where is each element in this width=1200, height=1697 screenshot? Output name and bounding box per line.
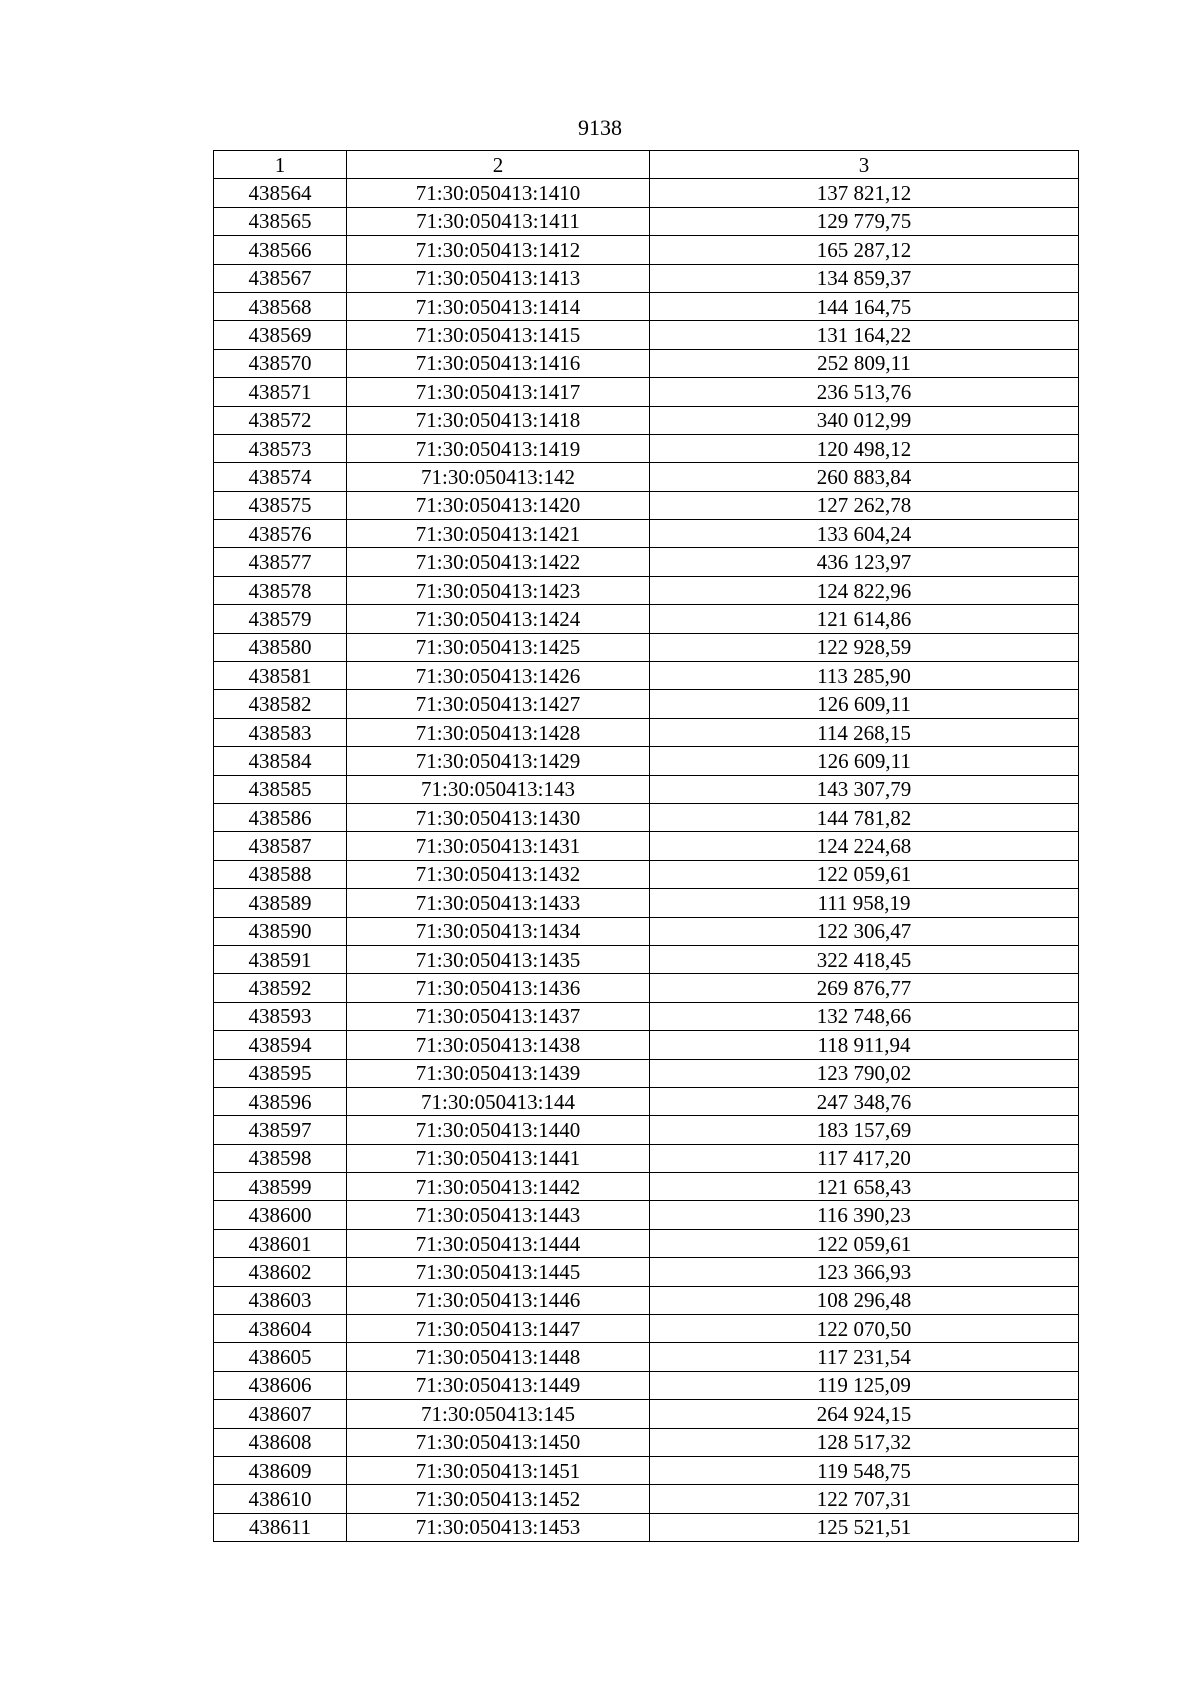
row-number-cell: 438603	[214, 1286, 347, 1314]
value-cell: 121 658,43	[650, 1173, 1079, 1201]
table-row	[214, 406, 1079, 434]
row-number-cell: 438596	[214, 1087, 347, 1115]
value-cell: 137 821,12	[650, 179, 1079, 207]
table-row	[214, 576, 1079, 604]
row-number-cell: 438589	[214, 889, 347, 917]
table-row	[214, 803, 1079, 831]
cadastral-number-cell: 71:30:050413:1427	[347, 690, 650, 718]
value-cell: 129 779,75	[650, 207, 1079, 235]
row-number-cell: 438582	[214, 690, 347, 718]
cadastral-number-cell: 71:30:050413:1438	[347, 1031, 650, 1059]
table-row	[214, 945, 1079, 973]
row-number-cell: 438599	[214, 1173, 347, 1201]
value-cell: 108 296,48	[650, 1286, 1079, 1314]
value-cell: 119 125,09	[650, 1371, 1079, 1399]
row-number-cell: 438590	[214, 917, 347, 945]
cadastral-number-cell: 71:30:050413:1447	[347, 1315, 650, 1343]
table-row	[214, 1428, 1079, 1456]
cadastral-number-cell: 71:30:050413:1412	[347, 236, 650, 264]
value-cell: 183 157,69	[650, 1116, 1079, 1144]
table-row	[214, 917, 1079, 945]
table-row	[214, 179, 1079, 207]
row-number-cell: 438581	[214, 662, 347, 690]
table-row	[214, 349, 1079, 377]
table-row	[214, 1286, 1079, 1314]
cadastral-number-cell: 71:30:050413:1433	[347, 889, 650, 917]
cadastral-number-cell: 71:30:050413:1436	[347, 974, 650, 1002]
table-row	[214, 321, 1079, 349]
table-row	[214, 860, 1079, 888]
cadastral-number-cell: 71:30:050413:1448	[347, 1343, 650, 1371]
row-number-cell: 438601	[214, 1229, 347, 1257]
table-row	[214, 463, 1079, 491]
table-row	[214, 1031, 1079, 1059]
table-row	[214, 1059, 1079, 1087]
row-number-cell: 438608	[214, 1428, 347, 1456]
row-number-cell: 438566	[214, 236, 347, 264]
cadastral-number-cell: 71:30:050413:1410	[347, 179, 650, 207]
value-cell: 119 548,75	[650, 1456, 1079, 1484]
value-cell: 124 224,68	[650, 832, 1079, 860]
value-cell: 122 928,59	[650, 633, 1079, 661]
row-number-cell: 438585	[214, 775, 347, 803]
value-cell: 122 059,61	[650, 1229, 1079, 1257]
value-cell: 126 609,11	[650, 690, 1079, 718]
value-cell: 340 012,99	[650, 406, 1079, 434]
row-number-cell: 438576	[214, 520, 347, 548]
table-row	[214, 1201, 1079, 1229]
value-cell: 122 306,47	[650, 917, 1079, 945]
row-number-cell: 438605	[214, 1343, 347, 1371]
value-cell: 122 707,31	[650, 1485, 1079, 1513]
table-row	[214, 207, 1079, 235]
row-number-cell: 438577	[214, 548, 347, 576]
row-number-cell: 438610	[214, 1485, 347, 1513]
value-cell: 123 790,02	[650, 1059, 1079, 1087]
cadastral-number-cell: 71:30:050413:1450	[347, 1428, 650, 1456]
cadastral-number-cell: 71:30:050413:1418	[347, 406, 650, 434]
cadastral-number-cell: 71:30:050413:1432	[347, 860, 650, 888]
value-cell: 134 859,37	[650, 264, 1079, 292]
value-cell: 264 924,15	[650, 1400, 1079, 1428]
value-cell: 111 958,19	[650, 889, 1079, 917]
table-body	[214, 151, 1079, 1542]
table-row	[214, 1002, 1079, 1030]
value-cell: 126 609,11	[650, 747, 1079, 775]
table-row	[214, 378, 1079, 406]
row-number-cell: 438580	[214, 633, 347, 661]
table-row	[214, 747, 1079, 775]
cadastral-number-cell: 71:30:050413:1419	[347, 434, 650, 462]
row-number-cell: 438575	[214, 491, 347, 519]
row-number-cell: 438568	[214, 292, 347, 320]
cadastral-number-cell: 71:30:050413:1425	[347, 633, 650, 661]
value-cell: 144 781,82	[650, 803, 1079, 831]
value-cell: 133 604,24	[650, 520, 1079, 548]
data-table	[213, 150, 1079, 1542]
table-row	[214, 605, 1079, 633]
value-cell: 124 822,96	[650, 576, 1079, 604]
value-cell: 116 390,23	[650, 1201, 1079, 1229]
cadastral-number-cell: 71:30:050413:1442	[347, 1173, 650, 1201]
row-number-cell: 438572	[214, 406, 347, 434]
cadastral-number-cell: 71:30:050413:1444	[347, 1229, 650, 1257]
cadastral-number-cell: 71:30:050413:145	[347, 1400, 650, 1428]
row-number-cell: 438564	[214, 179, 347, 207]
value-cell: 269 876,77	[650, 974, 1079, 1002]
table-row	[214, 775, 1079, 803]
value-cell: 143 307,79	[650, 775, 1079, 803]
value-cell: 260 883,84	[650, 463, 1079, 491]
table-row	[214, 520, 1079, 548]
cadastral-number-cell: 71:30:050413:1426	[347, 662, 650, 690]
cadastral-number-cell: 71:30:050413:1449	[347, 1371, 650, 1399]
value-cell: 114 268,15	[650, 718, 1079, 746]
value-cell: 117 231,54	[650, 1343, 1079, 1371]
cadastral-number-cell: 71:30:050413:1437	[347, 1002, 650, 1030]
row-number-cell: 438609	[214, 1456, 347, 1484]
cadastral-number-cell: 71:30:050413:1452	[347, 1485, 650, 1513]
table-row	[214, 1513, 1079, 1541]
value-cell: 117 417,20	[650, 1144, 1079, 1172]
table-row	[214, 1087, 1079, 1115]
cadastral-number-cell: 71:30:050413:1415	[347, 321, 650, 349]
value-cell: 113 285,90	[650, 662, 1079, 690]
table-row	[214, 491, 1079, 519]
table-row	[214, 1371, 1079, 1399]
cadastral-number-cell: 71:30:050413:144	[347, 1087, 650, 1115]
row-number-cell: 438584	[214, 747, 347, 775]
cadastral-number-cell: 71:30:050413:1451	[347, 1456, 650, 1484]
cadastral-number-cell: 71:30:050413:1428	[347, 718, 650, 746]
cadastral-number-cell: 71:30:050413:1430	[347, 803, 650, 831]
row-number-cell: 438598	[214, 1144, 347, 1172]
row-number-cell: 438592	[214, 974, 347, 1002]
row-number-cell: 438611	[214, 1513, 347, 1541]
value-cell: 118 911,94	[650, 1031, 1079, 1059]
row-number-cell: 438574	[214, 463, 347, 491]
column-header-3: 3	[650, 151, 1079, 179]
value-cell: 236 513,76	[650, 378, 1079, 406]
row-number-cell: 438595	[214, 1059, 347, 1087]
value-cell: 247 348,76	[650, 1087, 1079, 1115]
value-cell: 122 070,50	[650, 1315, 1079, 1343]
cadastral-number-cell: 71:30:050413:1440	[347, 1116, 650, 1144]
cadastral-number-cell: 71:30:050413:1411	[347, 207, 650, 235]
row-number-cell: 438587	[214, 832, 347, 860]
cadastral-number-cell: 71:30:050413:1434	[347, 917, 650, 945]
row-number-cell: 438571	[214, 378, 347, 406]
value-cell: 121 614,86	[650, 605, 1079, 633]
cadastral-number-cell: 71:30:050413:1423	[347, 576, 650, 604]
cadastral-number-cell: 71:30:050413:1443	[347, 1201, 650, 1229]
table-row	[214, 236, 1079, 264]
table-row	[214, 434, 1079, 462]
cadastral-number-cell: 71:30:050413:1431	[347, 832, 650, 860]
value-cell: 144 164,75	[650, 292, 1079, 320]
row-number-cell: 438594	[214, 1031, 347, 1059]
row-number-cell: 438600	[214, 1201, 347, 1229]
row-number-cell: 438570	[214, 349, 347, 377]
value-cell: 322 418,45	[650, 945, 1079, 973]
row-number-cell: 438569	[214, 321, 347, 349]
cadastral-number-cell: 71:30:050413:1416	[347, 349, 650, 377]
table-row	[214, 264, 1079, 292]
cadastral-number-cell: 71:30:050413:143	[347, 775, 650, 803]
row-number-cell: 438583	[214, 718, 347, 746]
cadastral-number-cell: 71:30:050413:1420	[347, 491, 650, 519]
table-row	[214, 1400, 1079, 1428]
table-row	[214, 1144, 1079, 1172]
table-row	[214, 889, 1079, 917]
row-number-cell: 438578	[214, 576, 347, 604]
value-cell: 132 748,66	[650, 1002, 1079, 1030]
cadastral-number-cell: 71:30:050413:142	[347, 463, 650, 491]
row-number-cell: 438588	[214, 860, 347, 888]
cadastral-number-cell: 71:30:050413:1413	[347, 264, 650, 292]
cadastral-number-cell: 71:30:050413:1422	[347, 548, 650, 576]
value-cell: 131 164,22	[650, 321, 1079, 349]
table-row	[214, 662, 1079, 690]
page-number: 9138	[578, 115, 622, 140]
row-number-cell: 438586	[214, 803, 347, 831]
table-row	[214, 1456, 1079, 1484]
row-number-cell: 438573	[214, 434, 347, 462]
table-row	[214, 1229, 1079, 1257]
row-number-cell: 438602	[214, 1258, 347, 1286]
value-cell: 165 287,12	[650, 236, 1079, 264]
table-row	[214, 1485, 1079, 1513]
cadastral-number-cell: 71:30:050413:1424	[347, 605, 650, 633]
table-row	[214, 1315, 1079, 1343]
table-row	[214, 548, 1079, 576]
row-number-cell: 438593	[214, 1002, 347, 1030]
value-cell: 436 123,97	[650, 548, 1079, 576]
table-row	[214, 1173, 1079, 1201]
column-header-1: 1	[214, 151, 347, 179]
cadastral-number-cell: 71:30:050413:1453	[347, 1513, 650, 1541]
row-number-cell: 438604	[214, 1315, 347, 1343]
table-row	[214, 1116, 1079, 1144]
cadastral-number-cell: 71:30:050413:1445	[347, 1258, 650, 1286]
cadastral-number-cell: 71:30:050413:1414	[347, 292, 650, 320]
table-header-row	[214, 151, 1079, 179]
row-number-cell: 438579	[214, 605, 347, 633]
value-cell: 125 521,51	[650, 1513, 1079, 1541]
cadastral-number-cell: 71:30:050413:1421	[347, 520, 650, 548]
row-number-cell: 438565	[214, 207, 347, 235]
value-cell: 127 262,78	[650, 491, 1079, 519]
value-cell: 120 498,12	[650, 434, 1079, 462]
row-number-cell: 438591	[214, 945, 347, 973]
cadastral-number-cell: 71:30:050413:1441	[347, 1144, 650, 1172]
table-row	[214, 1258, 1079, 1286]
value-cell: 122 059,61	[650, 860, 1079, 888]
value-cell: 128 517,32	[650, 1428, 1079, 1456]
table-row	[214, 292, 1079, 320]
table-row	[214, 974, 1079, 1002]
table-row	[214, 718, 1079, 746]
cadastral-number-cell: 71:30:050413:1446	[347, 1286, 650, 1314]
row-number-cell: 438567	[214, 264, 347, 292]
table-row	[214, 832, 1079, 860]
value-cell: 252 809,11	[650, 349, 1079, 377]
row-number-cell: 438607	[214, 1400, 347, 1428]
row-number-cell: 438597	[214, 1116, 347, 1144]
column-header-2: 2	[347, 151, 650, 179]
cadastral-number-cell: 71:30:050413:1439	[347, 1059, 650, 1087]
value-cell: 123 366,93	[650, 1258, 1079, 1286]
cadastral-number-cell: 71:30:050413:1435	[347, 945, 650, 973]
cadastral-number-cell: 71:30:050413:1429	[347, 747, 650, 775]
table-row	[214, 633, 1079, 661]
cadastral-number-cell: 71:30:050413:1417	[347, 378, 650, 406]
table-row	[214, 1343, 1079, 1371]
row-number-cell: 438606	[214, 1371, 347, 1399]
table-row	[214, 690, 1079, 718]
